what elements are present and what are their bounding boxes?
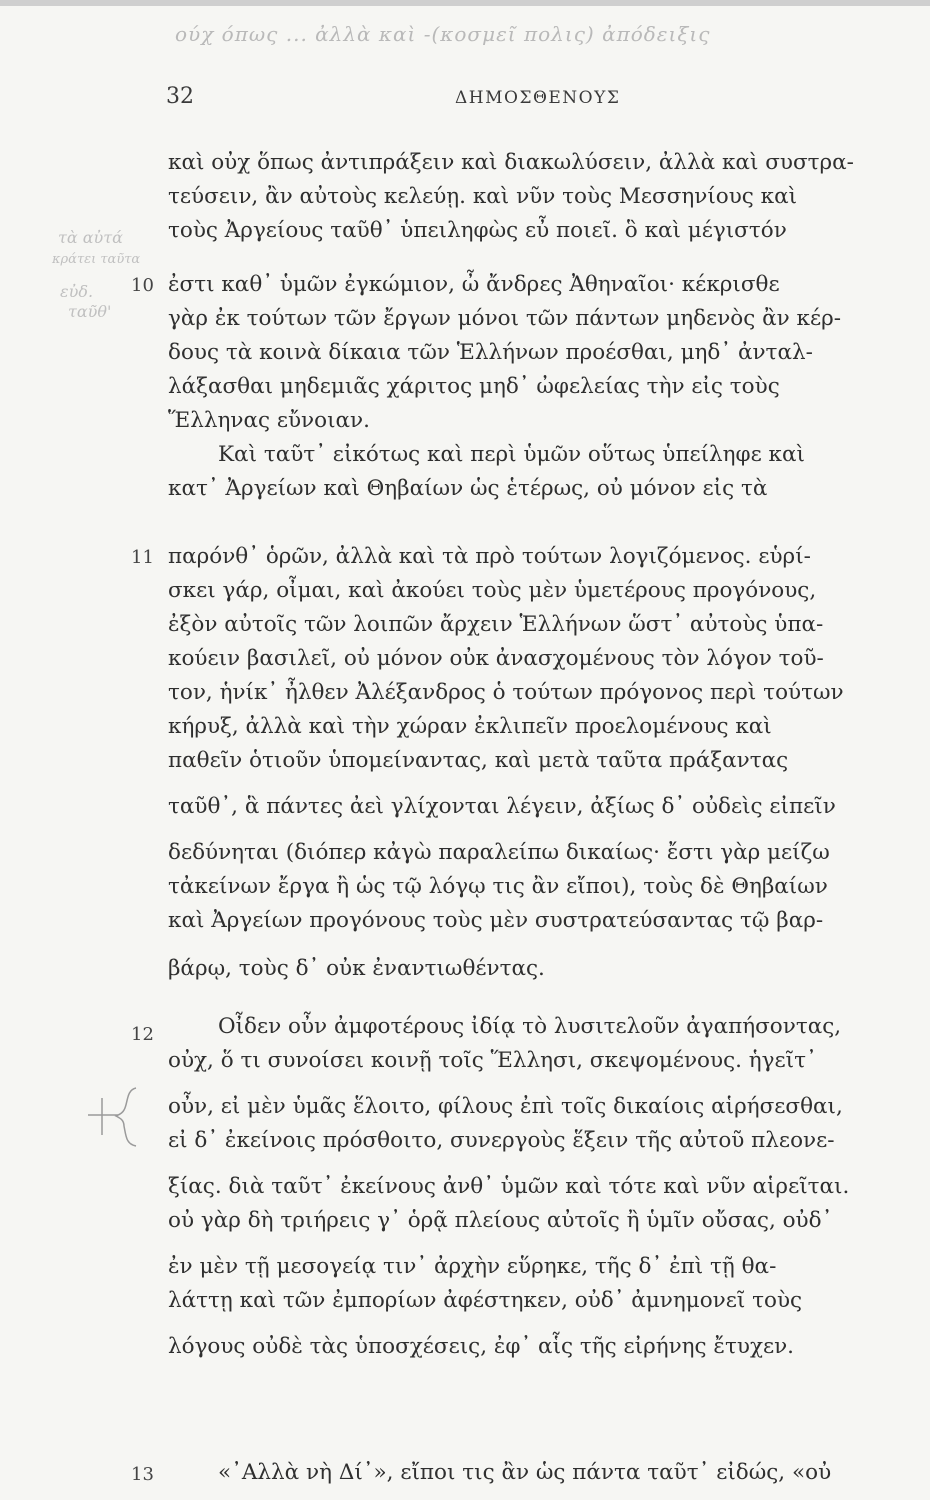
text-line: κατ᾽ Ἀργείων καὶ Θηβαίων ὡς ἑτέρως, οὐ μόνον εἰς τὰ xyxy=(168,476,768,501)
section-number: 11 xyxy=(131,547,154,568)
text-line: παθεῖν ὁτιοῦν ὑπομείναντας, καὶ μετὰ ταῦτα πράξαντας xyxy=(168,748,789,773)
text-line: τἀκείνων ἔργα ἢ ὡς τῷ λόγῳ τις ἂν εἴποι), τοὺς δὲ Θηβαίων xyxy=(168,874,828,899)
text-line: σκει γάρ, οἶμαι, καὶ ἀκούει τοὺς μὲν ὑμετέρους προγόνους, xyxy=(168,578,817,603)
text-line: κούειν βασιλεῖ, οὐ μόνον οὐκ ἀνασχομένους τὸν λόγον τοῦ- xyxy=(168,646,824,671)
text-line: κήρυξ, ἀλλὰ καὶ τὴν χώραν ἐκλιπεῖν προελομένους καὶ xyxy=(168,714,772,739)
section-number: 12 xyxy=(131,1024,154,1045)
text-line: ἐν μὲν τῇ μεσογείᾳ τιν᾽ ἀρχὴν εὕρηκε, τῆς δ᾽ ἐπὶ τῇ θα- xyxy=(168,1254,777,1279)
text-line: τοὺς Ἀργείους ταῦθ᾽ ὑπειληφὼς εὖ ποιεῖ. ὃ καὶ μέγιστόν xyxy=(168,218,787,243)
handwritten-plus-mark xyxy=(78,1080,138,1150)
text-line: Οἶδεν οὖν ἀμφοτέρους ἰδίᾳ τὸ λυσιτελοῦν ἀγαπήσοντας, xyxy=(218,1014,842,1039)
page-number: 32 xyxy=(166,84,194,109)
running-head: ΔΗΜΟΣΘΕΝΟΥΣ xyxy=(455,88,621,108)
margin-note: τὰ αὐτά xyxy=(58,228,123,247)
text-line: ἐξὸν αὐτοῖς τῶν λοιπῶν ἄρχειν Ἑλλήνων ὥστ᾽ αὐτοὺς ὑπα- xyxy=(168,612,824,637)
text-line: ἐστι καθ᾽ ὑμῶν ἐγκώμιον, ὦ ἄνδρες Ἀθηναῖοι· κέκρισθε xyxy=(168,272,780,297)
text-line: δεδύνηται (διόπερ κἀγὼ παραλείπω δικαίως· ἔστι γὰρ μείζω xyxy=(168,840,830,865)
text-line: ξίας. διὰ ταῦτ᾽ ἐκείνους ἀνθ᾽ ὑμῶν καὶ τότε καὶ νῦν αἱρεῖται. xyxy=(168,1174,850,1199)
handwritten-annotation-top: ούχ όπως ... ἀλλὰ καὶ -(κοσμεῖ πολις) ἀπόδειξις xyxy=(175,22,711,46)
section-number: 13 xyxy=(131,1464,154,1485)
text-line: «᾽Αλλὰ νὴ Δί᾽», εἴποι τις ἂν ὡς πάντα ταῦτ᾽ εἰδώς, «οὐ xyxy=(218,1460,832,1485)
text-line: λόγους οὐδὲ τὰς ὑποσχέσεις, ἐφ᾽ αἷς τῆς εἰρήνης ἔτυχεν. xyxy=(168,1334,795,1359)
text-line: λάττῃ καὶ τῶν ἐμπορίων ἀφέστηκεν, οὐδ᾽ ἀμνημονεῖ τοὺς xyxy=(168,1288,803,1313)
text-line: καὶ οὐχ ὅπως ἀντιπράξειν καὶ διακωλύσειν, ἀλλὰ καὶ συστρα- xyxy=(168,150,854,175)
text-line: οὐχ, ὅ τι συνοίσει κοινῇ τοῖς Ἕλλησι, σκεψομένους. ἡγεῖτ᾽ xyxy=(168,1048,817,1073)
text-line: παρόνθ᾽ ὁρῶν, ἀλλὰ καὶ τὰ πρὸ τούτων λογιζόμενος. εὑρί- xyxy=(168,544,811,569)
text-line: δους τὰ κοινὰ δίκαια τῶν Ἑλλήνων προέσθαι, μηδ᾽ ἀνταλ- xyxy=(168,340,813,365)
text-line: βάρῳ, τοὺς δ᾽ οὐκ ἐναντιωθέντας. xyxy=(168,956,545,981)
text-line: εἰ δ᾽ ἐκείνοις πρόσθοιτο, συνεργοὺς ἕξειν τῆς αὐτοῦ πλεονε- xyxy=(168,1128,835,1153)
section-number: 10 xyxy=(131,275,154,296)
margin-note: κράτει ταῦτα xyxy=(52,252,141,267)
margin-note: ταῦθ' xyxy=(68,302,112,321)
text-line: οὖν, εἰ μὲν ὑμᾶς ἕλοιτο, φίλους ἐπὶ τοῖς δικαίοις αἱρήσεσθαι, xyxy=(168,1094,843,1119)
page-top-edge xyxy=(0,0,930,6)
text-line: Καὶ ταῦτ᾽ εἰκότως καὶ περὶ ὑμῶν οὕτως ὑπείληφε καὶ xyxy=(218,442,805,467)
text-line: οὐ γὰρ δὴ τριήρεις γ᾽ ὁρᾷ πλείους αὐτοῖς ἢ ὑμῖν οὔσας, οὐδ᾽ xyxy=(168,1208,833,1233)
text-line: λάξασθαι μηδεμιᾶς χάριτος μηδ᾽ ὠφελείας τὴν εἰς τοὺς xyxy=(168,374,780,399)
text-line: ταῦθ᾽, ἃ πάντες ἀεὶ γλίχονται λέγειν, ἀξίως δ᾽ οὐδεὶς εἰπεῖν xyxy=(168,794,836,819)
text-line: τεύσειν, ἂν αὐτοὺς κελεύῃ. καὶ νῦν τοὺς Μεσσηνίους καὶ xyxy=(168,184,798,209)
text-line: καὶ Ἀργείων προγόνους τοὺς μὲν συστρατεύσαντας τῷ βαρ- xyxy=(168,908,824,933)
text-line: τον, ἡνίκ᾽ ἦλθεν Ἀλέξανδρος ὁ τούτων πρόγονος περὶ τούτων xyxy=(168,680,844,705)
text-line: Ἕλληνας εὔνοιαν. xyxy=(168,408,370,433)
margin-note: εὐδ. xyxy=(60,282,94,301)
text-line: γὰρ ἐκ τούτων τῶν ἔργων μόνοι τῶν πάντων μηδενὸς ἂν κέρ- xyxy=(168,306,841,331)
